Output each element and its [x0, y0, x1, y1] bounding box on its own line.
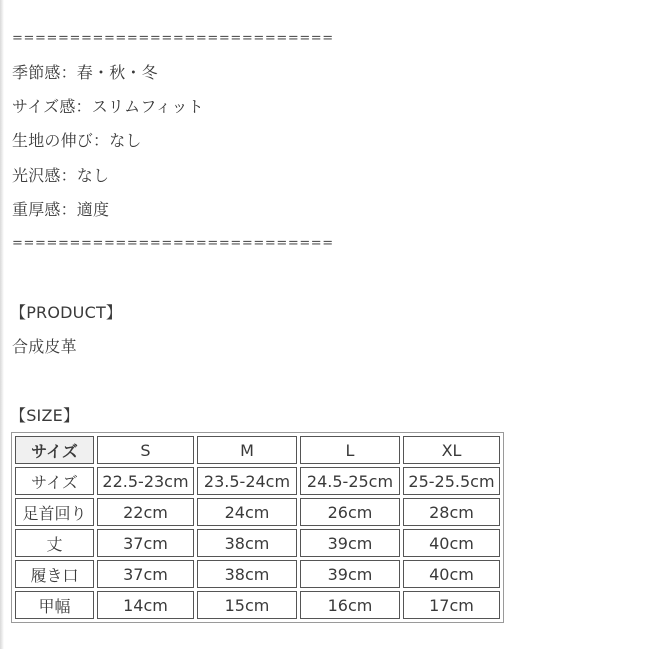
attribute-weight: 重厚感：適度: [12, 200, 110, 219]
table-cell: 24cm: [197, 498, 297, 526]
table-cell: 22cm: [97, 498, 194, 526]
table-row-label: 履き口: [15, 560, 94, 588]
table-cell: 37cm: [97, 529, 194, 557]
table-cell: 26cm: [300, 498, 400, 526]
table-cell: 37cm: [97, 560, 194, 588]
left-edge-shadow: [0, 0, 4, 649]
size-table-header-cell: S: [97, 436, 194, 464]
product-heading: 【PRODUCT】: [10, 303, 123, 322]
table-cell: 23.5-24cm: [197, 467, 297, 495]
size-table: [11, 432, 504, 623]
table-row: [15, 591, 500, 619]
table-cell: 39cm: [300, 560, 400, 588]
table-cell: 24.5-25cm: [300, 467, 400, 495]
product-material: 合成皮革: [12, 337, 77, 356]
table-cell: 16cm: [300, 591, 400, 619]
table-cell: 40cm: [403, 560, 500, 588]
size-table-header-row: [15, 436, 500, 464]
attribute-season: 季節感：春・秋・冬: [12, 63, 158, 82]
table-cell: 15cm: [197, 591, 297, 619]
table-cell: 17cm: [403, 591, 500, 619]
attribute-stretch: 生地の伸び：なし: [12, 131, 142, 150]
size-table-header-cell: L: [300, 436, 400, 464]
table-row-label: 足首回り: [15, 498, 94, 526]
table-cell: 40cm: [403, 529, 500, 557]
table-row: [15, 498, 500, 526]
table-cell: 39cm: [300, 529, 400, 557]
size-heading: 【SIZE】: [10, 406, 80, 425]
table-row-label: 丈: [15, 529, 94, 557]
table-row: [15, 560, 500, 588]
size-table-header-cell: サイズ: [15, 436, 94, 464]
table-cell: 14cm: [97, 591, 194, 619]
table-cell: 38cm: [197, 560, 297, 588]
table-row-label: サイズ: [15, 467, 94, 495]
separator-bottom: ============================: [12, 236, 334, 251]
table-row: [15, 467, 500, 495]
table-row-label: 甲幅: [15, 591, 94, 619]
size-table-header-cell: XL: [403, 436, 500, 464]
table-row: [15, 529, 500, 557]
table-cell: 25-25.5cm: [403, 467, 500, 495]
attribute-fit: サイズ感：スリムフィット: [12, 97, 204, 116]
size-table-header-cell: M: [197, 436, 297, 464]
attribute-gloss: 光沢感：なし: [12, 166, 110, 185]
separator-top: ============================: [12, 31, 334, 46]
table-cell: 38cm: [197, 529, 297, 557]
table-cell: 28cm: [403, 498, 500, 526]
table-cell: 22.5-23cm: [97, 467, 194, 495]
